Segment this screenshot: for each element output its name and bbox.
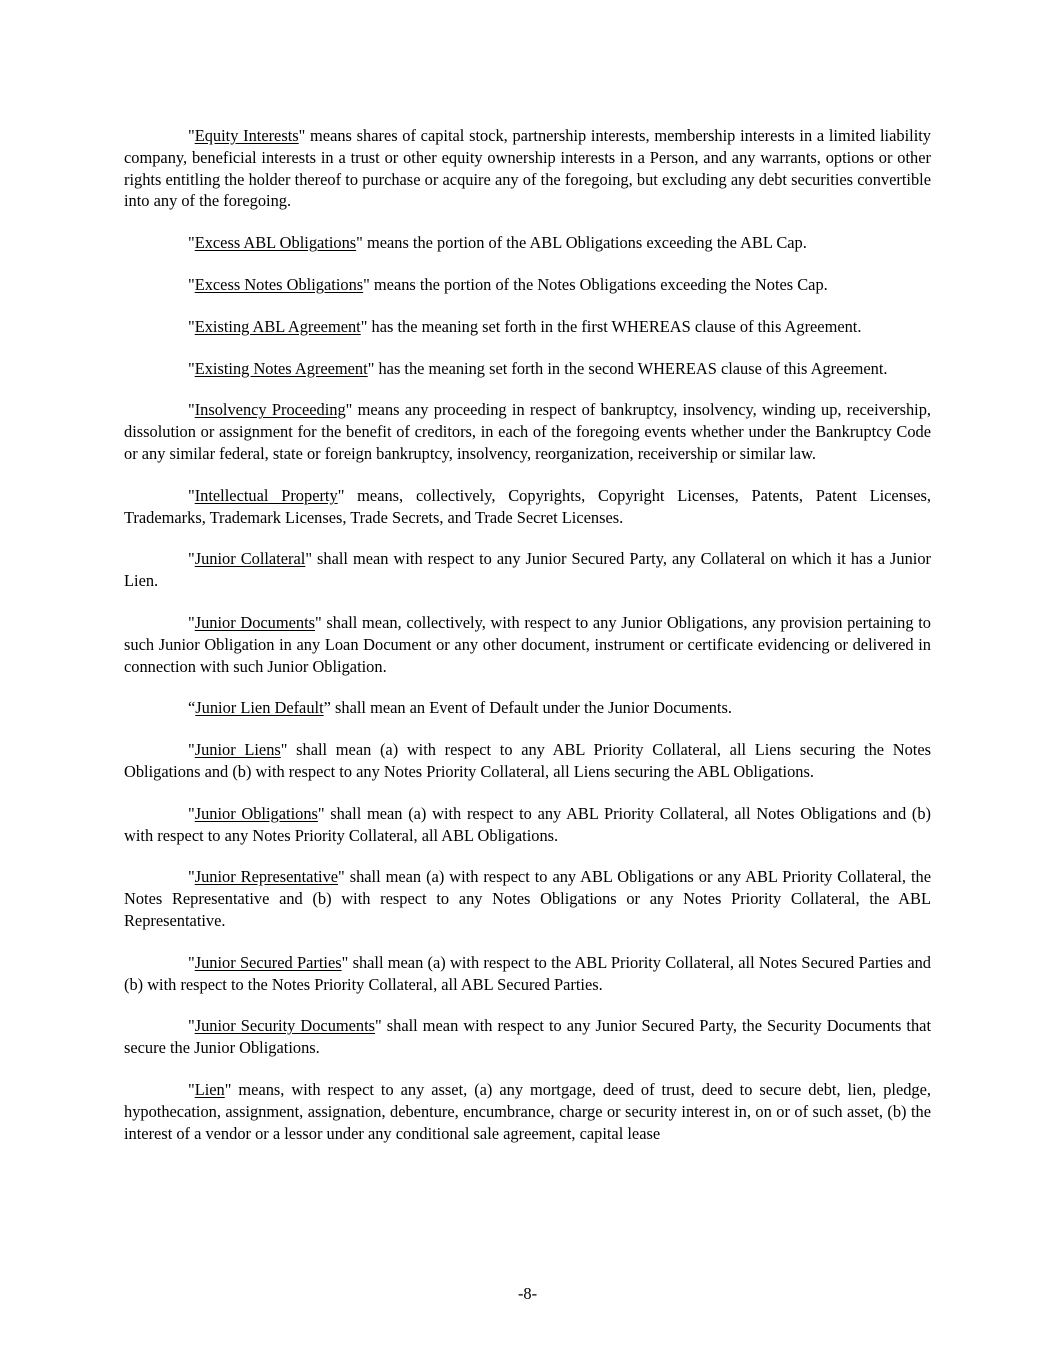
defined-term: Junior Lien Default [195,698,324,718]
defined-term: Excess Notes Obligations [194,274,364,294]
defined-term: Intellectual Property [194,485,338,505]
definition-text: " means the portion of the Notes Obligations exceeding the Notes Cap. [363,274,828,294]
open-quote: " [188,126,195,145]
definition-paragraph [124,1079,931,1144]
definition-text: " shall mean with respect to any Junior Secured Party, any Collateral on which it has a Junior Lien. [124,549,931,591]
definition-paragraph [124,1015,931,1059]
definition-paragraph [124,485,931,529]
open-quote: " [188,1079,195,1099]
definition-paragraph [124,358,931,380]
definition-paragraph [124,866,931,931]
definition-text: ” shall mean an Event of Default under the Junior Documents. [323,698,732,718]
open-quote: " [188,358,195,378]
open-quote: " [188,1016,195,1036]
definition-text: " means any proceeding in respect of bankruptcy, insolvency, winding up, receivership, dissolution or assignment for the benefit of creditors, in each of the foregoing events whether under the Bankruptcy Code or any similar federal, state or foreign bankruptcy, insolvency, reorganization, receivership or similar law. [124,400,931,463]
definition-paragraph [124,952,931,996]
open-quote: " [188,867,195,887]
definition-text: " means shares of capital stock, partnership interests, membership interests in a limited liability company, beneficial interests in a trust or other equity ownership interests in a Person, and any warrants, options or other rights entitling the holder thereof to purchase or acquire any of the foregoing, but excluding any debt securities convertible into any of the foregoing. [124,126,931,211]
definition-paragraph [124,612,931,677]
definition-paragraph [124,274,931,296]
definition-text: " shall mean, collectively, with respect to any Junior Obligations, any provision pertaining to such Junior Obligation in any Loan Document or any other document, instrument or certificate evidencing or delivered in connection with such Junior Obligation. [124,612,932,676]
defined-term: Excess ABL Obligations [194,233,357,253]
open-quote: “ [188,698,196,718]
defined-term: Junior Secured Parties [194,952,342,972]
defined-term: Junior Representative [194,867,339,887]
definition-paragraph [124,697,931,719]
open-quote: " [188,803,195,823]
definition-paragraph [124,232,931,254]
definition-paragraph [124,548,931,592]
definition-paragraph [124,125,931,212]
defined-term: Existing ABL Agreement [194,316,361,336]
definition-paragraph [124,803,931,847]
defined-term: Lien [194,1079,225,1099]
definition-text: " means, collectively, Copyrights, Copyright Licenses, Patents, Patent Licenses, Trademarks, Trademark Licenses, Trade Secrets, and Trade Secret Licenses. [124,485,932,527]
definitions-section [124,125,931,1164]
defined-term: Insolvency Proceeding [194,400,346,420]
definition-text: " shall mean (a) with respect to any ABL Priority Collateral, all Liens securing the Notes Obligations and (b) with respect to any Notes Priority Collateral, all Liens securing the ABL Obligations. [124,740,931,781]
definition-text: " shall mean (a) with respect to any ABL Obligations or any ABL Priority Collateral, the Notes Representative and (b) with respect to any Notes Obligations or any Notes Priority Collateral, the ABL Representative. [124,867,932,930]
open-quote: " [188,400,195,420]
open-quote: " [188,549,195,569]
definition-text: " shall mean (a) with respect to the ABL Priority Collateral, all Notes Secured Parties and (b) with respect to the Notes Priority Collateral, all ABL Secured Parties. [124,952,931,994]
open-quote: " [188,952,195,972]
defined-term: Junior Security Documents [194,1016,376,1036]
definition-paragraph [124,316,931,338]
open-quote: " [188,316,195,336]
defined-term: Equity Interests [194,126,299,145]
defined-term: Junior Liens [194,740,281,760]
defined-term: Junior Obligations [194,803,318,823]
open-quote: " [188,274,195,294]
definition-paragraph [124,399,931,464]
definition-text: " means, with respect to any asset, (a) any mortgage, deed of trust, deed to secure debt, lien, pledge, hypothecation, assignment, assignation, debenture, encumbrance, charge or security interest in, on or of such asset, (b) the interest of a vendor or a lessor under any conditional sale agreement, capital lease [124,1079,931,1143]
definition-text: " shall mean with respect to any Junior Secured Party, the Security Documents that secure the Junior Obligations. [124,1016,931,1058]
open-quote: " [188,740,195,760]
page-number: -8- [517,1284,538,1303]
definition-text: " has the meaning set forth in the second WHEREAS clause of this Agreement. [367,358,888,378]
definition-text: " means the portion of the ABL Obligations exceeding the ABL Cap. [356,233,807,253]
defined-term: Existing Notes Agreement [194,358,368,378]
open-quote: " [188,485,195,505]
definition-paragraph [124,739,931,783]
defined-term: Junior Collateral [194,549,306,569]
open-quote: " [188,612,195,632]
definition-text: " has the meaning set forth in the first WHEREAS clause of this Agreement. [360,316,862,336]
definition-text: " shall mean (a) with respect to any ABL Priority Collateral, all Notes Obligations and (b) with respect to any Notes Priority Collateral, all ABL Obligations. [124,803,931,845]
open-quote: " [188,233,195,253]
defined-term: Junior Documents [194,612,316,632]
